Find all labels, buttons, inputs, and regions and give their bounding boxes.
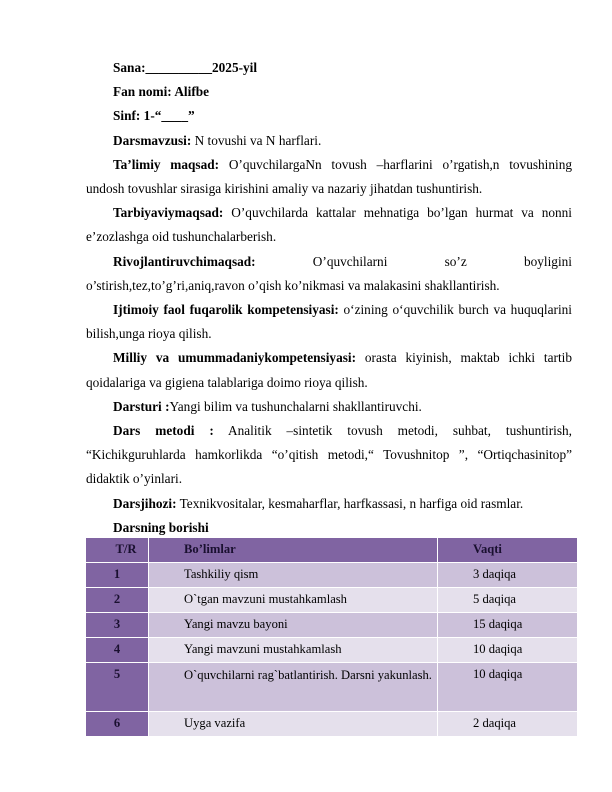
lesson-method-label: Dars metodi : bbox=[113, 423, 214, 439]
row-time: 15 daqiqa bbox=[438, 613, 578, 638]
developmental-goal-text: O’quvchilarni so’z boyligini o’stirish,tez,to’g’ri,aniq,ravon o’qish ko’nikmasi va malakasini shakllantirish. bbox=[86, 253, 572, 293]
row-section: Yangi mavzuni mustahkamlash bbox=[149, 638, 438, 663]
row-section: O`quvchilarni rag`batlantirish. Darsni yakunlash. bbox=[149, 663, 438, 712]
row-section: Uyga vazifa bbox=[149, 712, 438, 737]
row-number: 3 bbox=[86, 613, 149, 638]
row-time: 5 daqiqa bbox=[438, 588, 578, 613]
topic-line bbox=[86, 129, 572, 153]
table-row bbox=[86, 613, 578, 638]
row-number: 5 bbox=[86, 663, 149, 712]
lesson-method-text: Analitik –sintetik tovush metodi, suhbat, tushuntirish, “Kichikguruhlarda hamkorlikda “o’qitish metodi,“ Tovushnitop ”, “Ortiqchasinitop” didaktik o’yinlari. bbox=[86, 423, 572, 487]
row-section: O`tgan mavzuni mustahkamlash bbox=[149, 588, 438, 613]
topic-label: Darsmavzusi: bbox=[113, 132, 192, 148]
developmental-goal bbox=[86, 250, 572, 298]
subject-label: Fan nomi: Alifbe bbox=[113, 84, 210, 100]
subject-line bbox=[86, 80, 572, 104]
lesson-progress-heading bbox=[86, 516, 572, 540]
row-number: 4 bbox=[86, 638, 149, 663]
lesson-equipment-label: Darsjihozi: bbox=[113, 495, 177, 511]
row-section: Tashkiliy qism bbox=[149, 563, 438, 588]
lesson-progress-label: Darsning borishi bbox=[113, 519, 209, 535]
row-time: 3 daqiqa bbox=[438, 563, 578, 588]
header-number: T/R bbox=[86, 538, 149, 563]
developmental-goal-label: Rivojlantiruvchimaqsad: bbox=[113, 253, 256, 269]
civic-competence-text: o‘zining o‘quvchilik burch va huquqlarini bilish,unga rioya qilish. bbox=[86, 302, 572, 342]
table-row bbox=[86, 588, 578, 613]
row-time: 10 daqiqa bbox=[438, 663, 578, 712]
class-line bbox=[86, 104, 572, 128]
row-number: 1 bbox=[86, 563, 149, 588]
cultural-competence-text: orasta kiyinish, maktab ichki tartib qoidalariga va gigiena talablariga doimo rioya qilish. bbox=[86, 350, 572, 390]
lesson-equipment bbox=[86, 492, 572, 516]
header-time: Vaqti bbox=[438, 538, 578, 563]
lesson-type bbox=[86, 395, 572, 419]
lesson-plan-table bbox=[86, 538, 578, 737]
educational-goal-text: O’quvchilargaNn tovush –harflarini o’rgatish,n tovushining undosh tovushlar sirasiga kirishini amaliy va nazariy jihatdan tushuntirish. bbox=[86, 156, 572, 197]
row-time: 2 daqiqa bbox=[438, 712, 578, 737]
lesson-plan-body bbox=[86, 56, 572, 540]
civic-competence bbox=[86, 298, 572, 346]
civic-competence-label: Ijtimoiy faol fuqarolik kompetensiyasi: bbox=[113, 302, 339, 318]
row-number: 2 bbox=[86, 588, 149, 613]
educational-goal bbox=[86, 153, 572, 201]
upbringing-goal-label: Tarbiyaviymaqsad: bbox=[113, 205, 224, 221]
class-label: Sinf: 1-“____” bbox=[113, 108, 195, 124]
educational-goal-label: Ta’limiy maqsad: bbox=[113, 156, 220, 172]
cultural-competence-label: Milliy va umummadaniykompetensiyasi: bbox=[113, 350, 357, 366]
table-row bbox=[86, 563, 578, 588]
lesson-type-label: Darsturi : bbox=[113, 398, 170, 414]
lesson-type-text: Yangi bilim va tushunchalarni shakllantiruvchi. bbox=[169, 398, 422, 414]
cultural-competence bbox=[86, 346, 572, 394]
upbringing-goal-text: O’quvchilarda kattalar mehnatiga bo’lgan hurmat va nonni e’zozlashga oid tushunchalarberish. bbox=[86, 205, 572, 245]
row-number: 6 bbox=[86, 712, 149, 737]
row-section: Yangi mavzu bayoni bbox=[149, 613, 438, 638]
date-line bbox=[86, 56, 572, 80]
lesson-equipment-text: Texnikvositalar, kesmaharflar, harfkassasi, n harfiga oid rasmlar. bbox=[176, 495, 524, 511]
upbringing-goal bbox=[86, 201, 572, 249]
header-sections: Bo’limlar bbox=[149, 538, 438, 563]
table-row bbox=[86, 638, 578, 663]
row-time: 10 daqiqa bbox=[438, 638, 578, 663]
table-row bbox=[86, 663, 578, 712]
table-header-row bbox=[86, 538, 578, 563]
lesson-method bbox=[86, 419, 572, 492]
topic-text: N tovushi va N harflari. bbox=[191, 132, 322, 148]
table-row bbox=[86, 712, 578, 737]
date-label: Sana:__________2025-yil bbox=[113, 60, 258, 75]
